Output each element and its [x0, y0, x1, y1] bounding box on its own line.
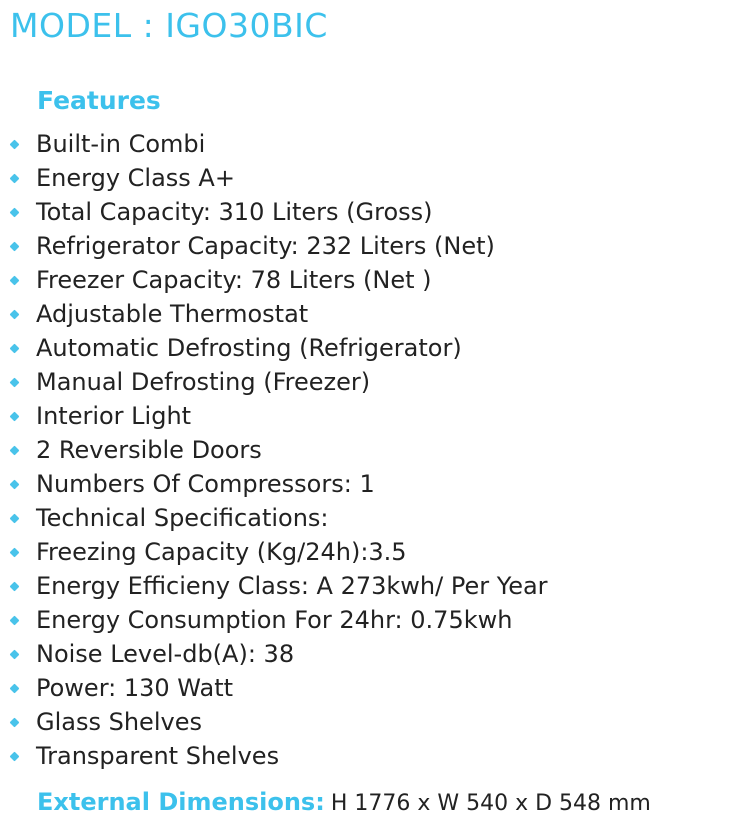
diamond-bullet-icon [10, 174, 20, 184]
diamond-bullet-icon [10, 514, 20, 524]
feature-text: Total Capacity: 310 Liters (Gross) [36, 198, 433, 226]
diamond-bullet-icon [10, 344, 20, 354]
diamond-bullet-icon [10, 752, 20, 762]
dimensions-value: H 1776 x W 540 x D 548 mm [330, 791, 651, 816]
feature-text: Adjustable Thermostat [36, 300, 309, 328]
model-title: MODEL : IGO30BIC [10, 6, 328, 45]
feature-item [0, 127, 548, 161]
diamond-bullet-icon [10, 718, 20, 728]
feature-item [0, 637, 548, 671]
feature-item [0, 161, 548, 195]
feature-text: Energy Consumption For 24hr: 0.75kwh [36, 606, 513, 634]
diamond-bullet-icon [10, 242, 20, 252]
feature-text: Freezing Capacity (Kg/24h):3.5 [36, 538, 407, 566]
diamond-bullet-icon [10, 650, 20, 660]
feature-text: Power: 130 Watt [36, 674, 234, 702]
feature-text: Built-in Combi [36, 130, 206, 158]
feature-item [0, 739, 548, 773]
feature-text: Interior Light [36, 402, 192, 430]
diamond-bullet-icon [10, 140, 20, 150]
feature-item [0, 433, 548, 467]
diamond-bullet-icon [10, 378, 20, 388]
feature-text: Transparent Shelves [36, 742, 280, 770]
diamond-bullet-icon [10, 480, 20, 490]
feature-item [0, 535, 548, 569]
feature-text: Numbers Of Compressors: 1 [36, 470, 375, 498]
feature-item [0, 501, 548, 535]
diamond-bullet-icon [10, 582, 20, 592]
feature-item [0, 297, 548, 331]
feature-item [0, 263, 548, 297]
diamond-bullet-icon [10, 684, 20, 694]
diamond-bullet-icon [10, 208, 20, 218]
diamond-bullet-icon [10, 412, 20, 422]
feature-text: Freezer Capacity: 78 Liters (Net ) [36, 266, 432, 294]
diamond-bullet-icon [10, 446, 20, 456]
diamond-bullet-icon [10, 276, 20, 286]
feature-text: Glass Shelves [36, 708, 202, 736]
feature-item [0, 229, 548, 263]
feature-text: Refrigerator Capacity: 232 Liters (Net) [36, 232, 495, 260]
feature-item [0, 603, 548, 637]
feature-text: 2 Reversible Doors [36, 436, 262, 464]
feature-item [0, 467, 548, 501]
feature-item [0, 399, 548, 433]
feature-item [0, 331, 548, 365]
feature-text: Energy Efficieny Class: A 273kwh/ Per Year [36, 572, 548, 600]
feature-item [0, 705, 548, 739]
feature-text: Energy Class A+ [36, 164, 235, 192]
feature-text: Automatic Defrosting (Refrigerator) [36, 334, 462, 362]
feature-item [0, 671, 548, 705]
feature-text: Manual Defrosting (Freezer) [36, 368, 371, 396]
feature-item [0, 195, 548, 229]
dimensions-label: External Dimensions: [37, 788, 325, 816]
feature-item [0, 365, 548, 399]
feature-list [0, 127, 548, 773]
features-heading: Features [37, 86, 161, 115]
feature-item [0, 569, 548, 603]
diamond-bullet-icon [10, 616, 20, 626]
diamond-bullet-icon [10, 548, 20, 558]
diamond-bullet-icon [10, 310, 20, 320]
external-dimensions [37, 785, 651, 822]
feature-text: Technical Specifications: [36, 504, 329, 532]
feature-text: Noise Level-db(A): 38 [36, 640, 295, 668]
